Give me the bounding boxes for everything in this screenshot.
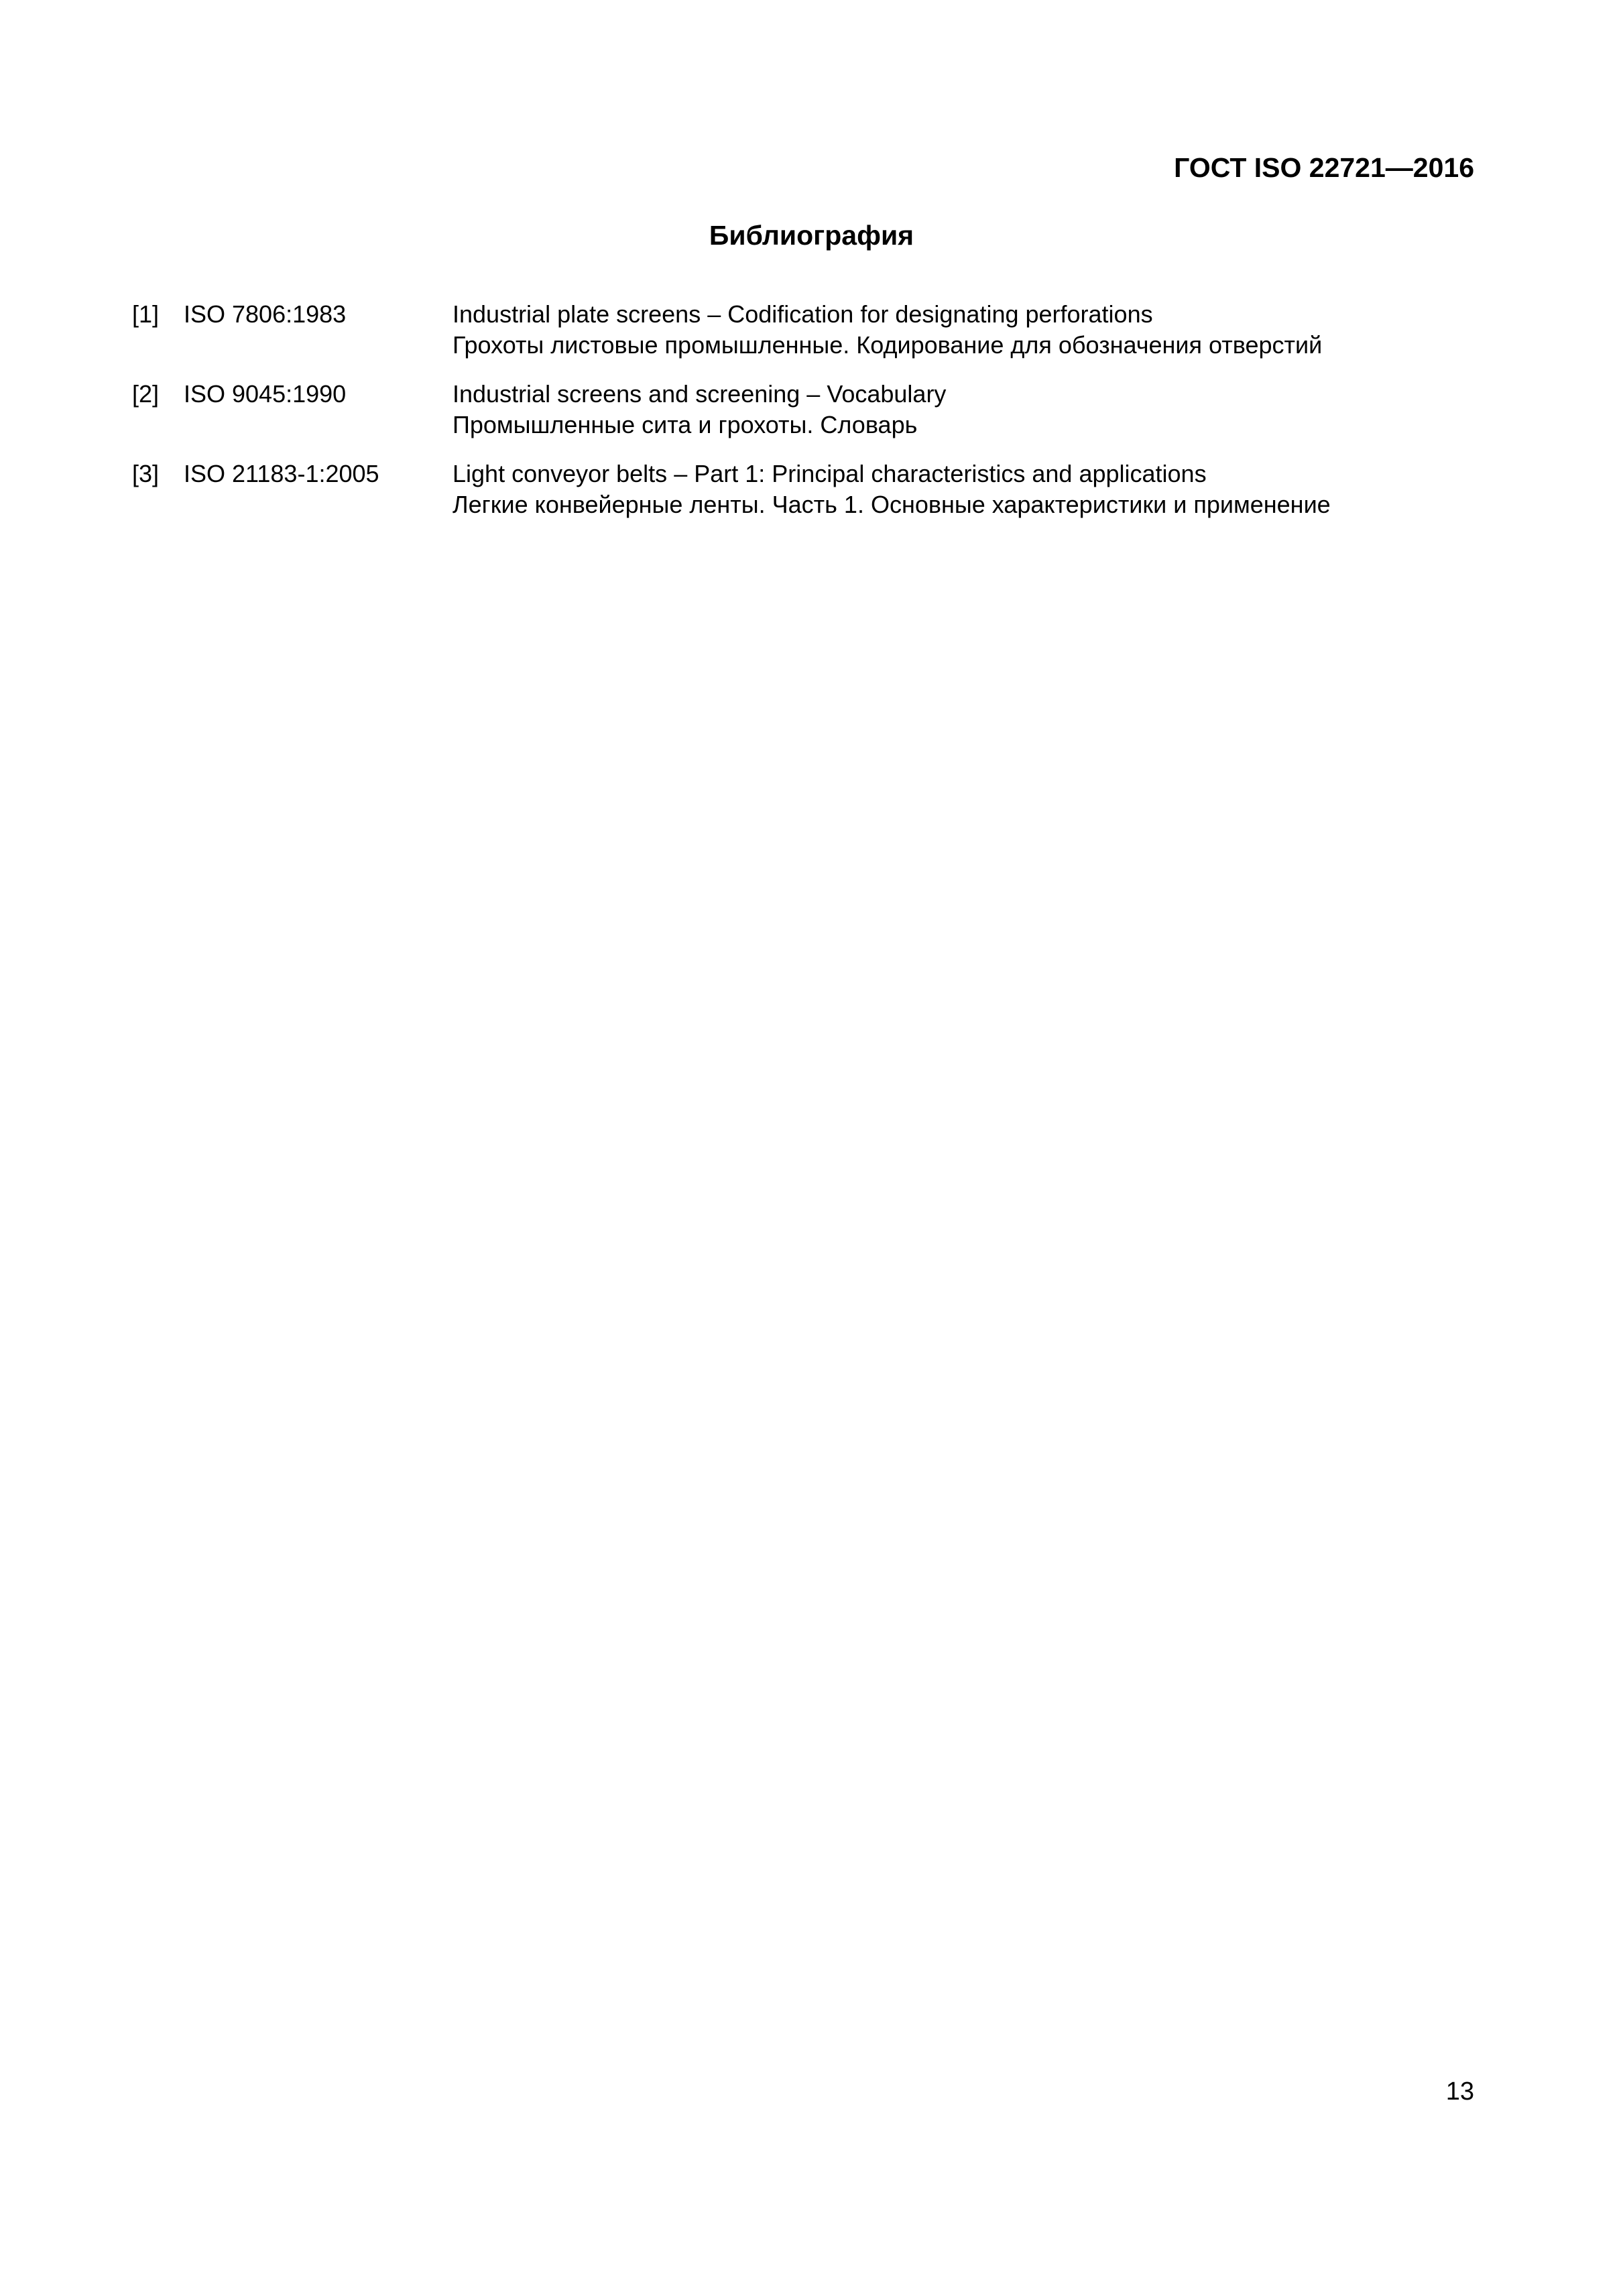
standard-code: ISO 21183-1:2005 xyxy=(184,460,379,487)
title-english: Industrial plate screens – Codification for designating perforations xyxy=(453,300,1153,328)
entry-number: [2] xyxy=(132,380,160,408)
standard-code: ISO 7806:1983 xyxy=(184,300,347,328)
entry-number: [1] xyxy=(132,300,160,328)
title-russian: Легкие конвейерные ленты. Часть 1. Основные характеристики и применение xyxy=(453,491,1331,518)
bibliography-entry xyxy=(132,299,1473,379)
bibliography-list xyxy=(132,299,1473,538)
page-title: Библиография xyxy=(709,220,914,251)
entry-description xyxy=(453,379,946,440)
bibliography-entry xyxy=(132,379,1473,459)
title-russian: Грохоты листовые промышленные. Кодирование для обозначения отверстий xyxy=(453,331,1323,359)
title-english: Industrial screens and screening – Vocabulary xyxy=(453,380,947,408)
entry-description xyxy=(453,459,1331,520)
title-english: Light conveyor belts – Part 1: Principal characteristics and applications xyxy=(453,460,1207,487)
title-russian: Промышленные сита и грохоты. Словарь xyxy=(453,411,918,438)
entry-description xyxy=(453,299,1322,361)
standard-code: ISO 9045:1990 xyxy=(184,380,347,408)
document-code: ГОСТ ISO 22721—2016 xyxy=(1174,152,1474,183)
bibliography-entry xyxy=(132,459,1473,538)
page-number: 13 xyxy=(1445,2077,1474,2106)
entry-number: [3] xyxy=(132,460,160,487)
